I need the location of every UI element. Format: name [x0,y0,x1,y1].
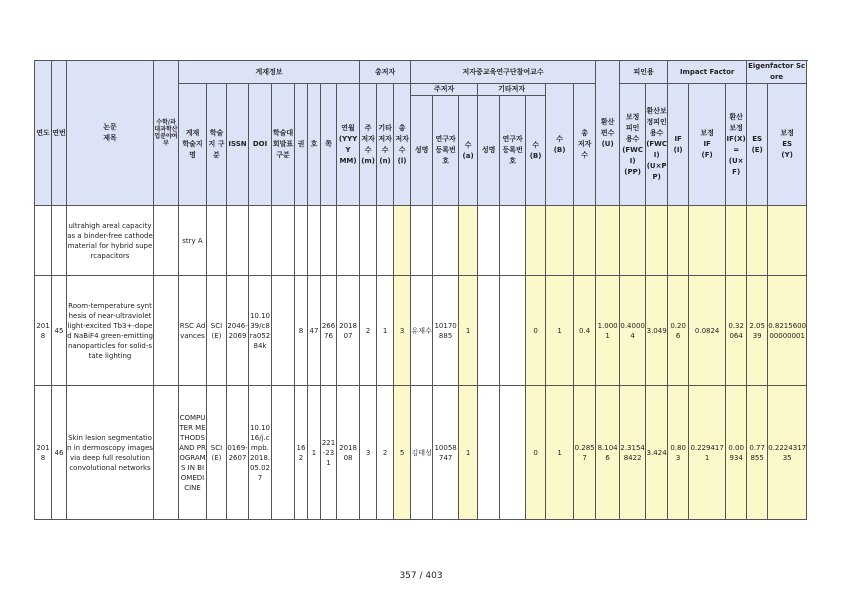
cell-issue [308,206,321,276]
cell-journal: RSC Advances [179,276,207,386]
cell-journal: COMPUTER METHODS AND PROGRAMS IN BIOMEDICINE [179,386,207,520]
cell-b: 0 [526,276,546,386]
cell-jtype [207,206,227,276]
col-no: 연번 [52,61,67,206]
cell-n: 2 [377,386,394,520]
cell-orid [500,206,526,276]
cell-b [526,206,546,276]
cell-vol: 162 [295,386,308,520]
cell-if: 3.424 [646,386,668,520]
cell-oname [478,386,500,520]
page-number: 357 / 403 [399,571,443,581]
col-pages: 쪽 [321,84,337,206]
cell-rid [433,206,459,276]
col-corr-es: 보정 ES (Y) [768,84,807,206]
cell-x [689,206,726,276]
cell-l: 5 [394,386,411,520]
col-journal-type: 학술 지 구 분 [207,84,227,206]
cell-issn [227,206,249,276]
cell-math [154,276,179,386]
col-issue: 호 [308,84,321,206]
cell-orid [500,276,526,386]
table-row [35,206,807,276]
cell-m: 2 [360,276,377,386]
cell-total: 1 [546,276,574,386]
cell-n: 1 [377,276,394,386]
col-doi: DOI [249,84,272,206]
cell-math [154,206,179,276]
col-count-b: 수 (B) [546,84,574,206]
col-count-a: 수 (a) [459,96,478,206]
cell-if: 3.049 [646,276,668,386]
cell-fwci: 8.1046 [596,386,620,520]
cell-name: 김태성 [411,386,433,520]
cell-u: 0.4 [574,276,596,386]
col-main-authors: 주 저자 수 (m) [360,84,377,206]
cell-issn: 2046-2069 [227,276,249,386]
cell-es: 0.00934 [726,386,747,520]
col-other-count: 수 (B) [526,96,546,206]
cell-z: 0.222431735 [768,386,807,520]
cell-a: 1 [459,386,478,520]
group-affil-profs: 저자중교육연구단참여교수 [411,61,596,84]
cell-ufwci: 0.40004 [620,276,646,386]
col-total-author-count: 총 저자 수 [574,84,596,206]
group-other-author: 기타저자 [478,84,546,96]
cell-cat [272,276,295,386]
cell-vol: 8 [295,276,308,386]
cell-vol [295,206,308,276]
col-journal-name: 게재 학술지 명 [179,84,207,206]
cell-f: 0.206 [668,276,689,386]
col-corr-if: 보정 IF (F) [689,84,726,206]
cell-y: 2.0539 [747,276,768,386]
cell-y: 0.77855 [747,386,768,520]
cell-year: 2018 [35,276,52,386]
cell-n [377,206,394,276]
results-table [34,60,807,520]
cell-year [35,206,52,276]
cell-date: 201808 [337,386,360,520]
col-category: 학술대 회발표 구분 [272,84,295,206]
cell-title: Skin lesion segmentation in dermoscopy images via deep full resolution convolutional networks [67,386,154,520]
cell-b: 0 [526,386,546,520]
cell-rid: 10058747 [433,386,459,520]
cell-cat [272,386,295,520]
cell-journal: stry A [179,206,207,276]
group-journal-info: 게재정보 [179,61,360,84]
cell-f [668,206,689,276]
cell-l [394,206,411,276]
cell-z [768,206,807,276]
cell-doi [249,206,272,276]
cell-title: ultrahigh areal capacity as a binder-free cathode material for hybrid supercapacitors [67,206,154,276]
cell-oname [478,276,500,386]
cell-m [360,206,377,276]
col-other-authors: 기타 저자 수 (n) [377,84,394,206]
cell-name: 유재수 [411,276,433,386]
cell-no: 45 [52,276,67,386]
cell-es: 0.32064 [726,276,747,386]
col-other-rid: 연구자 등록번 호 [500,96,526,206]
cell-no: 46 [52,386,67,520]
col-volume: 권 [295,84,308,206]
col-main-rid: 연구자 등록번 호 [433,96,459,206]
cell-name [411,206,433,276]
table-row [35,276,807,386]
col-pubdate: 연월 (YYYY MM) [337,84,360,206]
cell-title: Room-temperature synthesis of near-ultraviolet light-excited Tb3+-doped NaBiF4 green-emitting nanoparticles for solid-state lighting [67,276,154,386]
group-citations: 피인용 [620,61,668,84]
cell-no [52,206,67,276]
group-eigenfactor: Eigenfactor Score [747,61,807,84]
col-es: ES (E) [747,84,768,206]
cell-math [154,386,179,520]
cell-date: 201807 [337,276,360,386]
cell-doi: 10.1039/c8ra05284k [249,276,272,386]
cell-pages [321,206,337,276]
cell-es [726,206,747,276]
col-title: 논문 제목 [67,61,154,206]
cell-orid [500,386,526,520]
cell-a [459,206,478,276]
cell-date [337,206,360,276]
col-main-name: 성명 [411,96,433,206]
cell-oname [478,206,500,276]
cell-l: 3 [394,276,411,386]
cell-a: 1 [459,276,478,386]
cell-ufwci [620,206,646,276]
cell-pages: 221-231 [321,386,337,520]
cell-x: 0.0824 [689,276,726,386]
cell-issn: 0169-2607 [227,386,249,520]
cell-u [574,206,596,276]
col-other-name: 성명 [478,96,500,206]
cell-y [747,206,768,276]
cell-fwci: 1.0001 [596,276,620,386]
cell-issue: 1 [308,386,321,520]
cell-f: 0.803 [668,386,689,520]
group-main-author: 주저자 [411,84,478,96]
col-issn: ISSN [227,84,249,206]
cell-cat [272,206,295,276]
col-conv-fwci: 환산보 정피인 용수 (FWCI) (U×PP) [646,84,668,206]
cell-year: 2018 [35,386,52,520]
cell-ufwci: 2.31548422 [620,386,646,520]
col-year: 연도 [35,61,52,206]
col-if: IF (I) [668,84,689,206]
cell-jtype: SCI(E) [207,276,227,386]
cell-if [646,206,668,276]
cell-m: 3 [360,386,377,520]
col-fwci: 보정 피인 용수 (FWC I) (PP) [620,84,646,206]
cell-issue: 47 [308,276,321,386]
col-total-authors: 총 저자 수 (l) [394,84,411,206]
col-conv-if: 환산 보정 IF(X) = (U×F) [726,84,747,206]
cell-total [546,206,574,276]
cell-rid: 10170885 [433,276,459,386]
cell-doi: 10.1016/j.cmpb.2018.05.027 [249,386,272,520]
cell-total: 1 [546,386,574,520]
cell-jtype: SCI(E) [207,386,227,520]
cell-x: 0.2294171 [689,386,726,520]
col-math: 수학/과대과학산업분야여부 [154,61,179,206]
cell-fwci [596,206,620,276]
group-authors: 총저자 [360,61,411,84]
table-row [35,386,807,520]
col-converted: 환산 편수 (U) [596,61,620,206]
cell-z: 0.821560000000001 [768,276,807,386]
cell-pages: 26676 [321,276,337,386]
cell-u: 0.2857 [574,386,596,520]
group-impact-factor: Impact Factor [668,61,747,84]
